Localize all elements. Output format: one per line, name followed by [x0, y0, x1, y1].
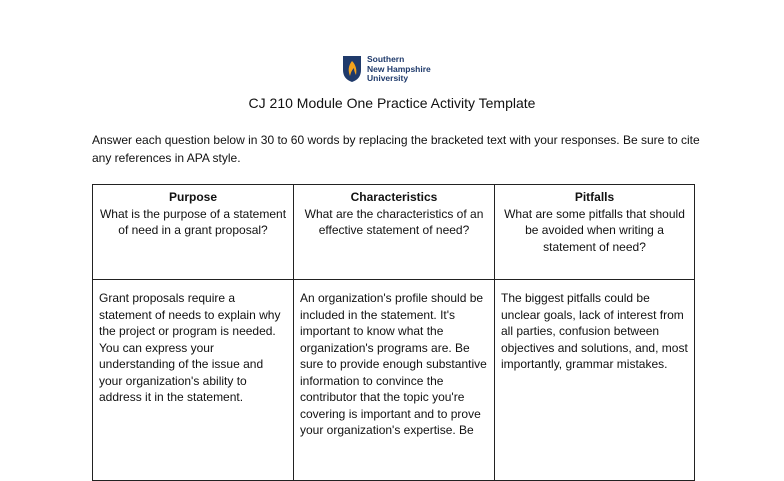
answer-cell-purpose[interactable] [93, 280, 294, 481]
table-answer-row [93, 280, 695, 481]
column-question: What are some pitfalls that should be avoided when writing a statement of need? [504, 206, 685, 254]
table-header-row [93, 185, 695, 280]
answer-text: Grant proposals require a statement of needs to explain why the project or program is needed. You can express your understanding of the issue and your organization's ability to address it in the statement. [99, 291, 281, 404]
column-question: What are the characteristics of an effective statement of need? [304, 206, 484, 237]
column-heading: Characteristics [350, 190, 438, 204]
column-heading: Purpose [168, 190, 217, 204]
column-heading: Pitfalls [574, 190, 615, 204]
snhu-shield-icon [342, 55, 362, 83]
document-title: CJ 210 Module One Practice Activity Template [248, 95, 536, 111]
snhu-logo [342, 55, 431, 84]
logo-line: Southern [367, 54, 405, 64]
answer-text: An organization's profile should be included in the statement. It's important to know what the organization's programs are. Be sure to provide enough substantive information to convince the contributor that the topic you're covering is important and to prove your organization's expertise. Be [300, 291, 487, 437]
column-question: What is the purpose of a statement of need in a grant proposal? [99, 206, 287, 237]
logo-line: New Hampshire [367, 63, 431, 74]
answer-cell-pitfalls[interactable] [495, 280, 695, 481]
logo-wordmark [367, 55, 431, 84]
header-cell-characteristics [294, 185, 495, 280]
answer-cell-characteristics[interactable] [294, 280, 495, 481]
logo-line: University [367, 73, 409, 83]
instructions-text: Answer each question below in 30 to 60 words by replacing the bracketed text with your responses. Be sure to cite any references in APA style. [92, 133, 700, 165]
activity-table [92, 184, 695, 481]
answer-text: The biggest pitfalls could be unclear goals, lack of interest from all parties, confusion between objectives and solutions, and, most importantly, grammar mistakes. [501, 291, 688, 371]
header-cell-purpose [93, 185, 294, 280]
header-cell-pitfalls [495, 185, 695, 280]
